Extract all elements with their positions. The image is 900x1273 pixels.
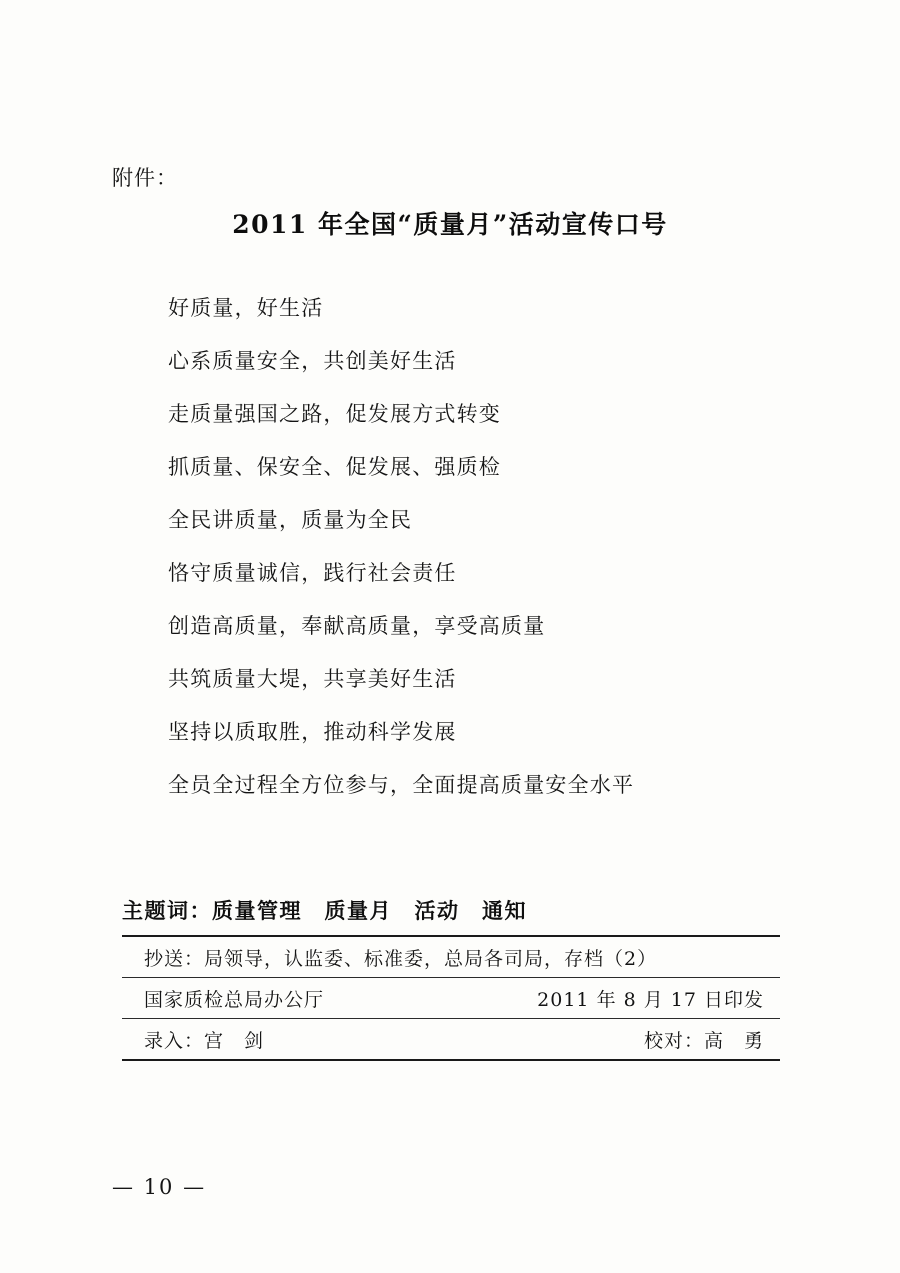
list-item: 创造高质量，奉献高质量，享受高质量: [168, 614, 546, 638]
issue-date-text: 2011 年 8 月 17 日印发: [537, 988, 764, 1011]
entry-text: 录入：宫 剑: [144, 1029, 265, 1052]
table-row: [122, 1019, 780, 1059]
proofread-text: 校对：高 勇: [643, 1029, 764, 1052]
list-item: 全民讲质量，质量为全民: [168, 508, 413, 532]
list-item: 心系质量安全，共创美好生活: [168, 349, 457, 373]
list-item: 恪守质量诚信，践行社会责任: [168, 561, 457, 585]
table-row: [122, 937, 780, 977]
attachment-label: 附件：: [112, 166, 178, 190]
page-title: 2011 年全国“质量月”活动宣传口号: [232, 210, 668, 239]
footer-table: [122, 935, 780, 1061]
copy-to-text: 抄送：局领导，认监委、标准委，总局各司局，存档（2）: [144, 947, 658, 970]
slogan-list: [168, 298, 808, 828]
list-item: 走质量强国之路，促发展方式转变: [168, 402, 501, 426]
keywords-line: 主题词：质量管理 质量月 活动 通知: [122, 898, 527, 923]
table-row: [122, 978, 780, 1018]
page-number: — 10 —: [112, 1175, 207, 1199]
list-item: 好质量，好生活: [168, 296, 324, 320]
list-item: 全员全过程全方位参与，全面提高质量安全水平: [168, 773, 635, 797]
list-item: 坚持以质取胜，推动科学发展: [168, 720, 457, 744]
divider: [122, 1059, 780, 1061]
list-item: 抓质量、保安全、促发展、强质检: [168, 455, 501, 479]
issuer-text: 国家质检总局办公厅: [144, 988, 325, 1011]
list-item: 共筑质量大堤，共享美好生活: [168, 667, 457, 691]
